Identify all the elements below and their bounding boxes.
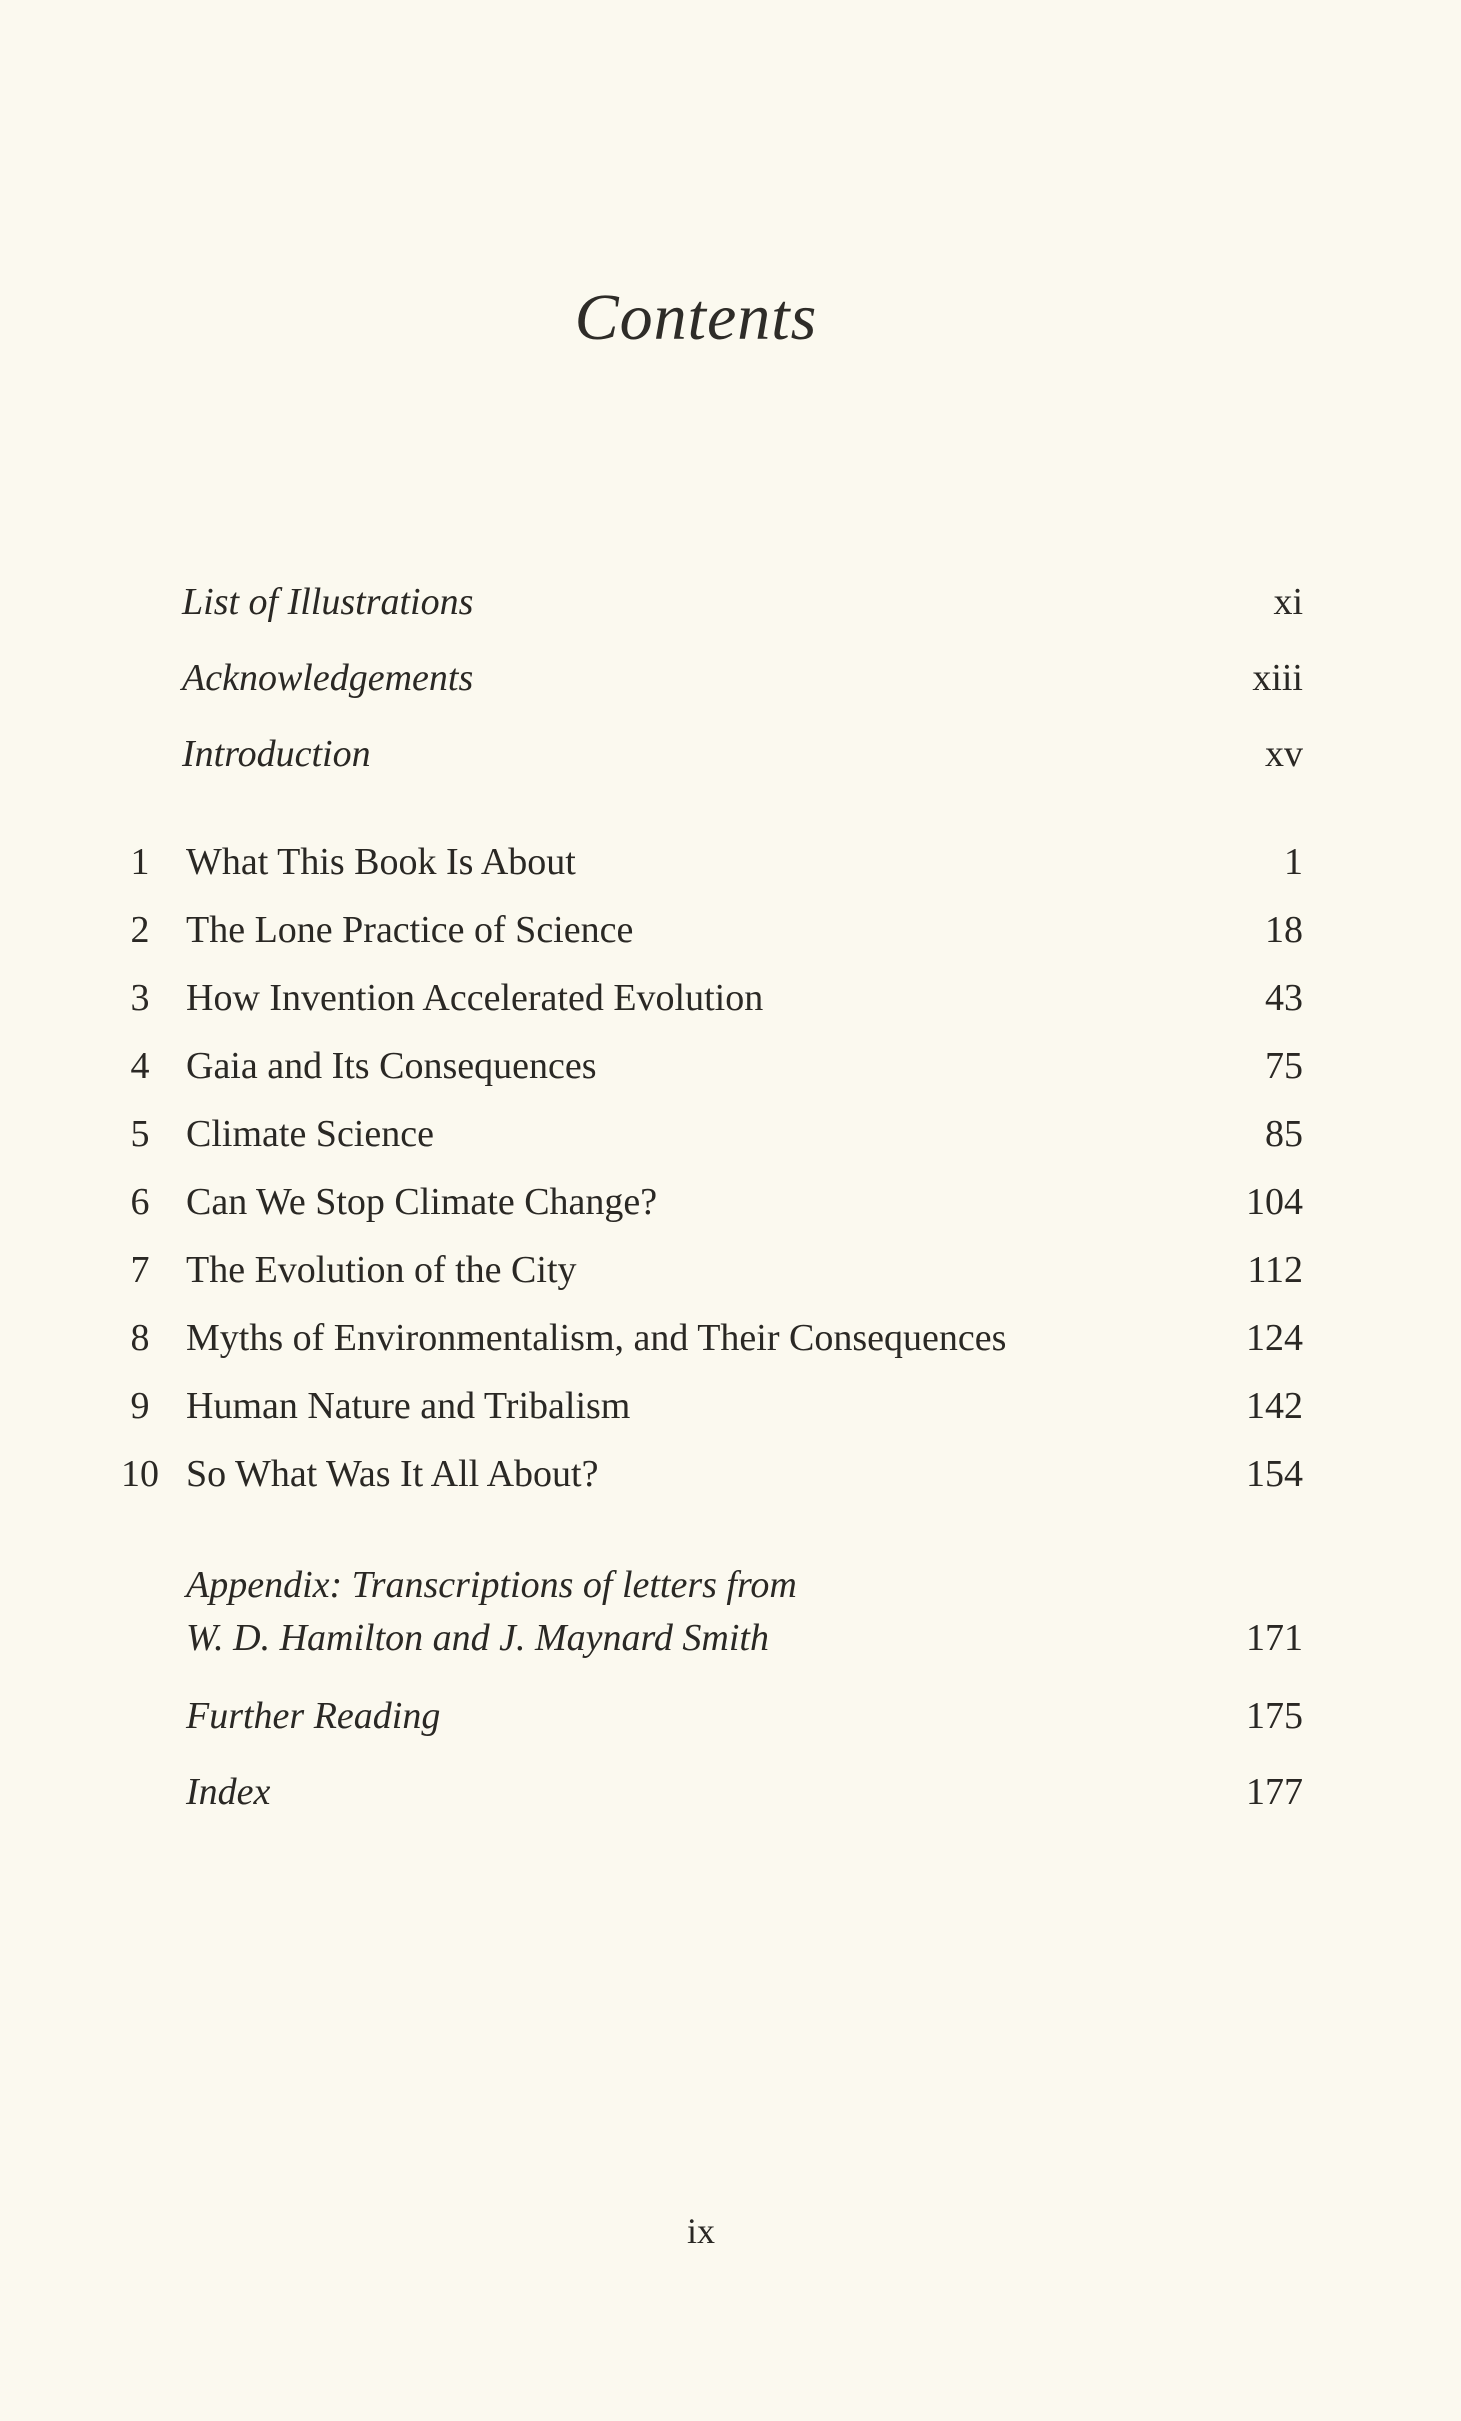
page-title: Contents [574, 281, 818, 354]
toc-entry-front-2[interactable] [0, 648, 1461, 708]
chapter-title: What This Book Is About [186, 841, 576, 883]
chapter-number: 3 [130, 977, 150, 1019]
toc-entry-page: xv [1265, 733, 1303, 775]
chapter-page: 1 [1284, 841, 1303, 883]
chapter-page: 142 [1246, 1385, 1303, 1427]
chapter-number: 1 [130, 841, 150, 883]
chapter-page: 112 [1247, 1249, 1303, 1291]
chapter-title: So What Was It All About? [186, 1453, 599, 1495]
toc-chapter-7[interactable] [0, 1240, 1461, 1300]
toc-entry-page: 177 [1246, 1771, 1303, 1813]
chapter-page: 85 [1265, 1113, 1303, 1155]
toc-chapter-5[interactable] [0, 1104, 1461, 1164]
chapter-title: Gaia and Its Consequences [186, 1045, 597, 1087]
chapter-page: 43 [1265, 977, 1303, 1019]
toc-entry-label: List of Illustrations [182, 581, 474, 623]
toc-chapter-3[interactable] [0, 968, 1461, 1028]
chapter-page: 154 [1246, 1453, 1303, 1495]
chapter-number: 6 [130, 1181, 150, 1223]
chapter-page: 75 [1265, 1045, 1303, 1087]
toc-chapter-4[interactable] [0, 1036, 1461, 1096]
appendix-title-line1: Appendix: Transcriptions of letters from [186, 1564, 797, 1606]
chapter-number: 7 [130, 1249, 150, 1291]
toc-entry-page: 175 [1246, 1695, 1303, 1737]
toc-entry-front-3[interactable] [0, 724, 1461, 784]
toc-entry-index[interactable] [0, 1762, 1461, 1822]
toc-chapter-1[interactable] [0, 832, 1461, 892]
toc-chapter-6[interactable] [0, 1172, 1461, 1232]
chapter-number: 8 [130, 1317, 150, 1359]
toc-entry-appendix[interactable] [0, 1608, 1461, 1668]
chapter-title: The Lone Practice of Science [186, 909, 634, 951]
chapter-number: 2 [130, 909, 150, 951]
page-number: ix [686, 2211, 715, 2251]
chapter-page: 18 [1265, 909, 1303, 951]
toc-chapter-8[interactable] [0, 1308, 1461, 1368]
chapter-page: 124 [1246, 1317, 1303, 1359]
chapter-title: Can We Stop Climate Change? [186, 1181, 658, 1223]
chapter-number: 9 [130, 1385, 150, 1427]
toc-entry-front-1[interactable] [0, 572, 1461, 632]
chapter-title: The Evolution of the City [186, 1249, 577, 1291]
toc-entry-page: xi [1273, 581, 1303, 623]
chapter-title: Human Nature and Tribalism [186, 1385, 631, 1427]
toc-entry-label: Acknowledgements [182, 657, 474, 699]
toc-entry-label: Introduction [182, 733, 371, 775]
chapter-page: 104 [1246, 1181, 1303, 1223]
toc-entry-page: 171 [1246, 1617, 1303, 1659]
toc-entry-label: Further Reading [186, 1695, 441, 1737]
toc-entry-label: Index [186, 1771, 271, 1813]
chapter-number: 4 [130, 1045, 150, 1087]
chapter-title: Climate Science [186, 1113, 434, 1155]
toc-chapter-9[interactable] [0, 1376, 1461, 1436]
chapter-title: How Invention Accelerated Evolution [186, 977, 764, 1019]
toc-entry-page: xiii [1252, 657, 1303, 699]
chapter-number: 10 [121, 1453, 159, 1495]
toc-chapter-2[interactable] [0, 900, 1461, 960]
toc-chapter-10[interactable] [0, 1444, 1461, 1504]
toc-entry-label: W. D. Hamilton and J. Maynard Smith [186, 1617, 769, 1659]
chapter-number: 5 [130, 1113, 150, 1155]
toc-entry-further-reading[interactable] [0, 1686, 1461, 1746]
chapter-title: Myths of Environmentalism, and Their Consequences [186, 1317, 1007, 1359]
